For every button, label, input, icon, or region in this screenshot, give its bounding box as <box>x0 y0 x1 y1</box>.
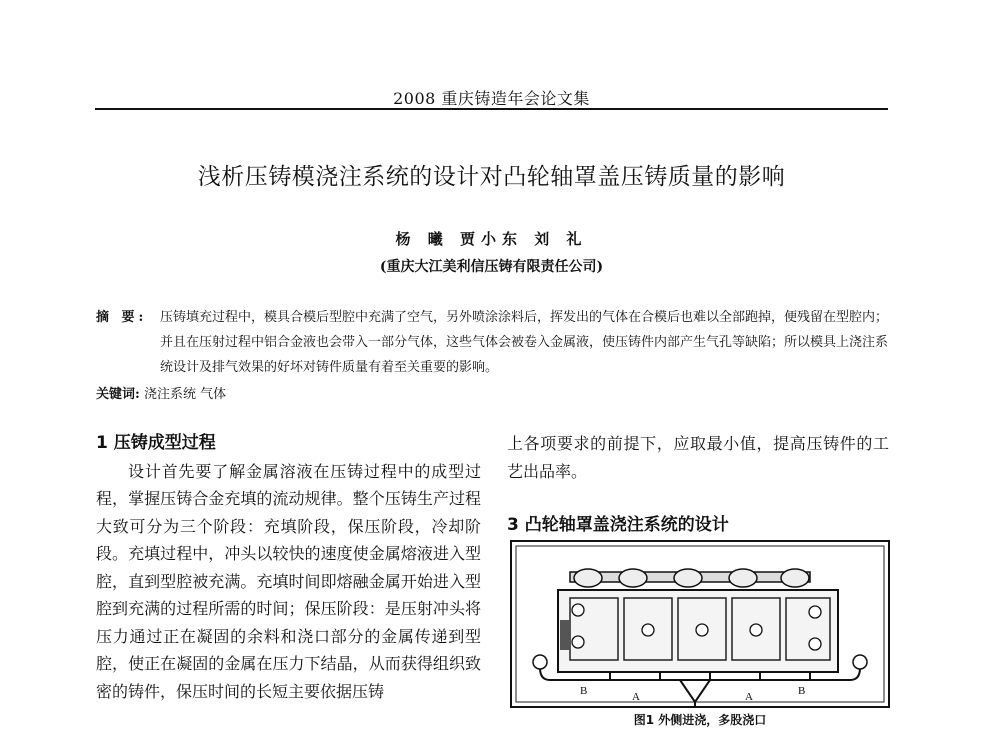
section-1-paragraph: 设计首先要了解金属溶液在压铸过程中的成型过程，掌握压铸合金充填的流动规律。整个压铸生产过程大致可分为三个阶段：充填阶段，保压阶段，冷却阶段。充填过程中，冲头以较快的速度使金属熔液进入型腔，直到型腔被充满。充填时间即熔融金属开始进入型腔到充满的过程所需的时间；保压阶段：是压射冲头将压力通过正在凝固的余料和浇口部分的金属传递到型腔，使正在凝固的金属在压力下结晶，从而获得组织致密的铸件，保压时间的长短主要依据压铸 <box>96 461 481 701</box>
boss-7 <box>809 638 821 650</box>
paper-authors: 杨 曦 贾小东 刘 礼 <box>395 230 588 248</box>
overflow-4 <box>729 569 757 587</box>
keywords-label: 关键词: <box>96 387 140 402</box>
boss-2 <box>572 636 584 648</box>
corner-detail <box>560 620 570 650</box>
paper-title: 浅析压铸模浇注系统的设计对凸轮轴罩盖压铸质量的影响 <box>197 164 786 190</box>
section-3-heading: 3 凸轮轴罩盖浇注系统的设计 <box>507 515 729 535</box>
abstract <box>96 305 888 380</box>
paper-affiliation: (重庆大江美利信压铸有限责任公司) <box>379 259 604 275</box>
label-b-right: B <box>798 685 806 697</box>
keywords <box>96 383 226 402</box>
overflow-2 <box>619 569 647 587</box>
figure-1 <box>510 540 890 708</box>
overflow-5 <box>781 569 809 587</box>
right-column <box>507 430 889 540</box>
boss-6 <box>809 606 821 618</box>
overflow-1 <box>574 569 602 587</box>
running-header: 2008 重庆铸造年会论文集 <box>393 89 590 108</box>
boss-3 <box>642 624 654 636</box>
abstract-text: 压铸填充过程中，模具合模后型腔中充满了空气，另外喷涂涂料后，挥发出的气体在合模后也难以全部跑掉，便残留在型腔内；并且在压射过程中铝合金液也会带入一部分气体，这些气体会被卷入金属液，使压铸件内部产生气孔等缺陷；所以模具上浇注系统设计及排气效果的好坏对铸件质量有着至关重要的影响。 <box>160 310 889 375</box>
boss-1 <box>572 604 584 616</box>
boss-5 <box>750 624 762 636</box>
label-b-left: B <box>580 685 588 697</box>
label-a-left: A <box>632 691 640 703</box>
figure-1-caption: 图1 外侧进浇，多股浇口 <box>633 713 767 727</box>
die-casting-drawing <box>510 540 890 708</box>
abstract-label: 摘 要: <box>96 310 148 325</box>
overflow-3 <box>674 569 702 587</box>
label-a-right: A <box>745 691 753 703</box>
section-1-heading: 1 压铸成型过程 <box>96 433 216 453</box>
header-rule <box>95 108 888 110</box>
keywords-text: 浇注系统 气体 <box>143 387 227 402</box>
boss-4 <box>696 624 708 636</box>
section-2-continuation: 上各项要求的前提下，应取最小值，提高压铸件的工艺出品率。 <box>507 434 889 481</box>
ejector-left <box>533 655 547 669</box>
left-column <box>96 430 481 705</box>
ejector-right <box>853 655 867 669</box>
